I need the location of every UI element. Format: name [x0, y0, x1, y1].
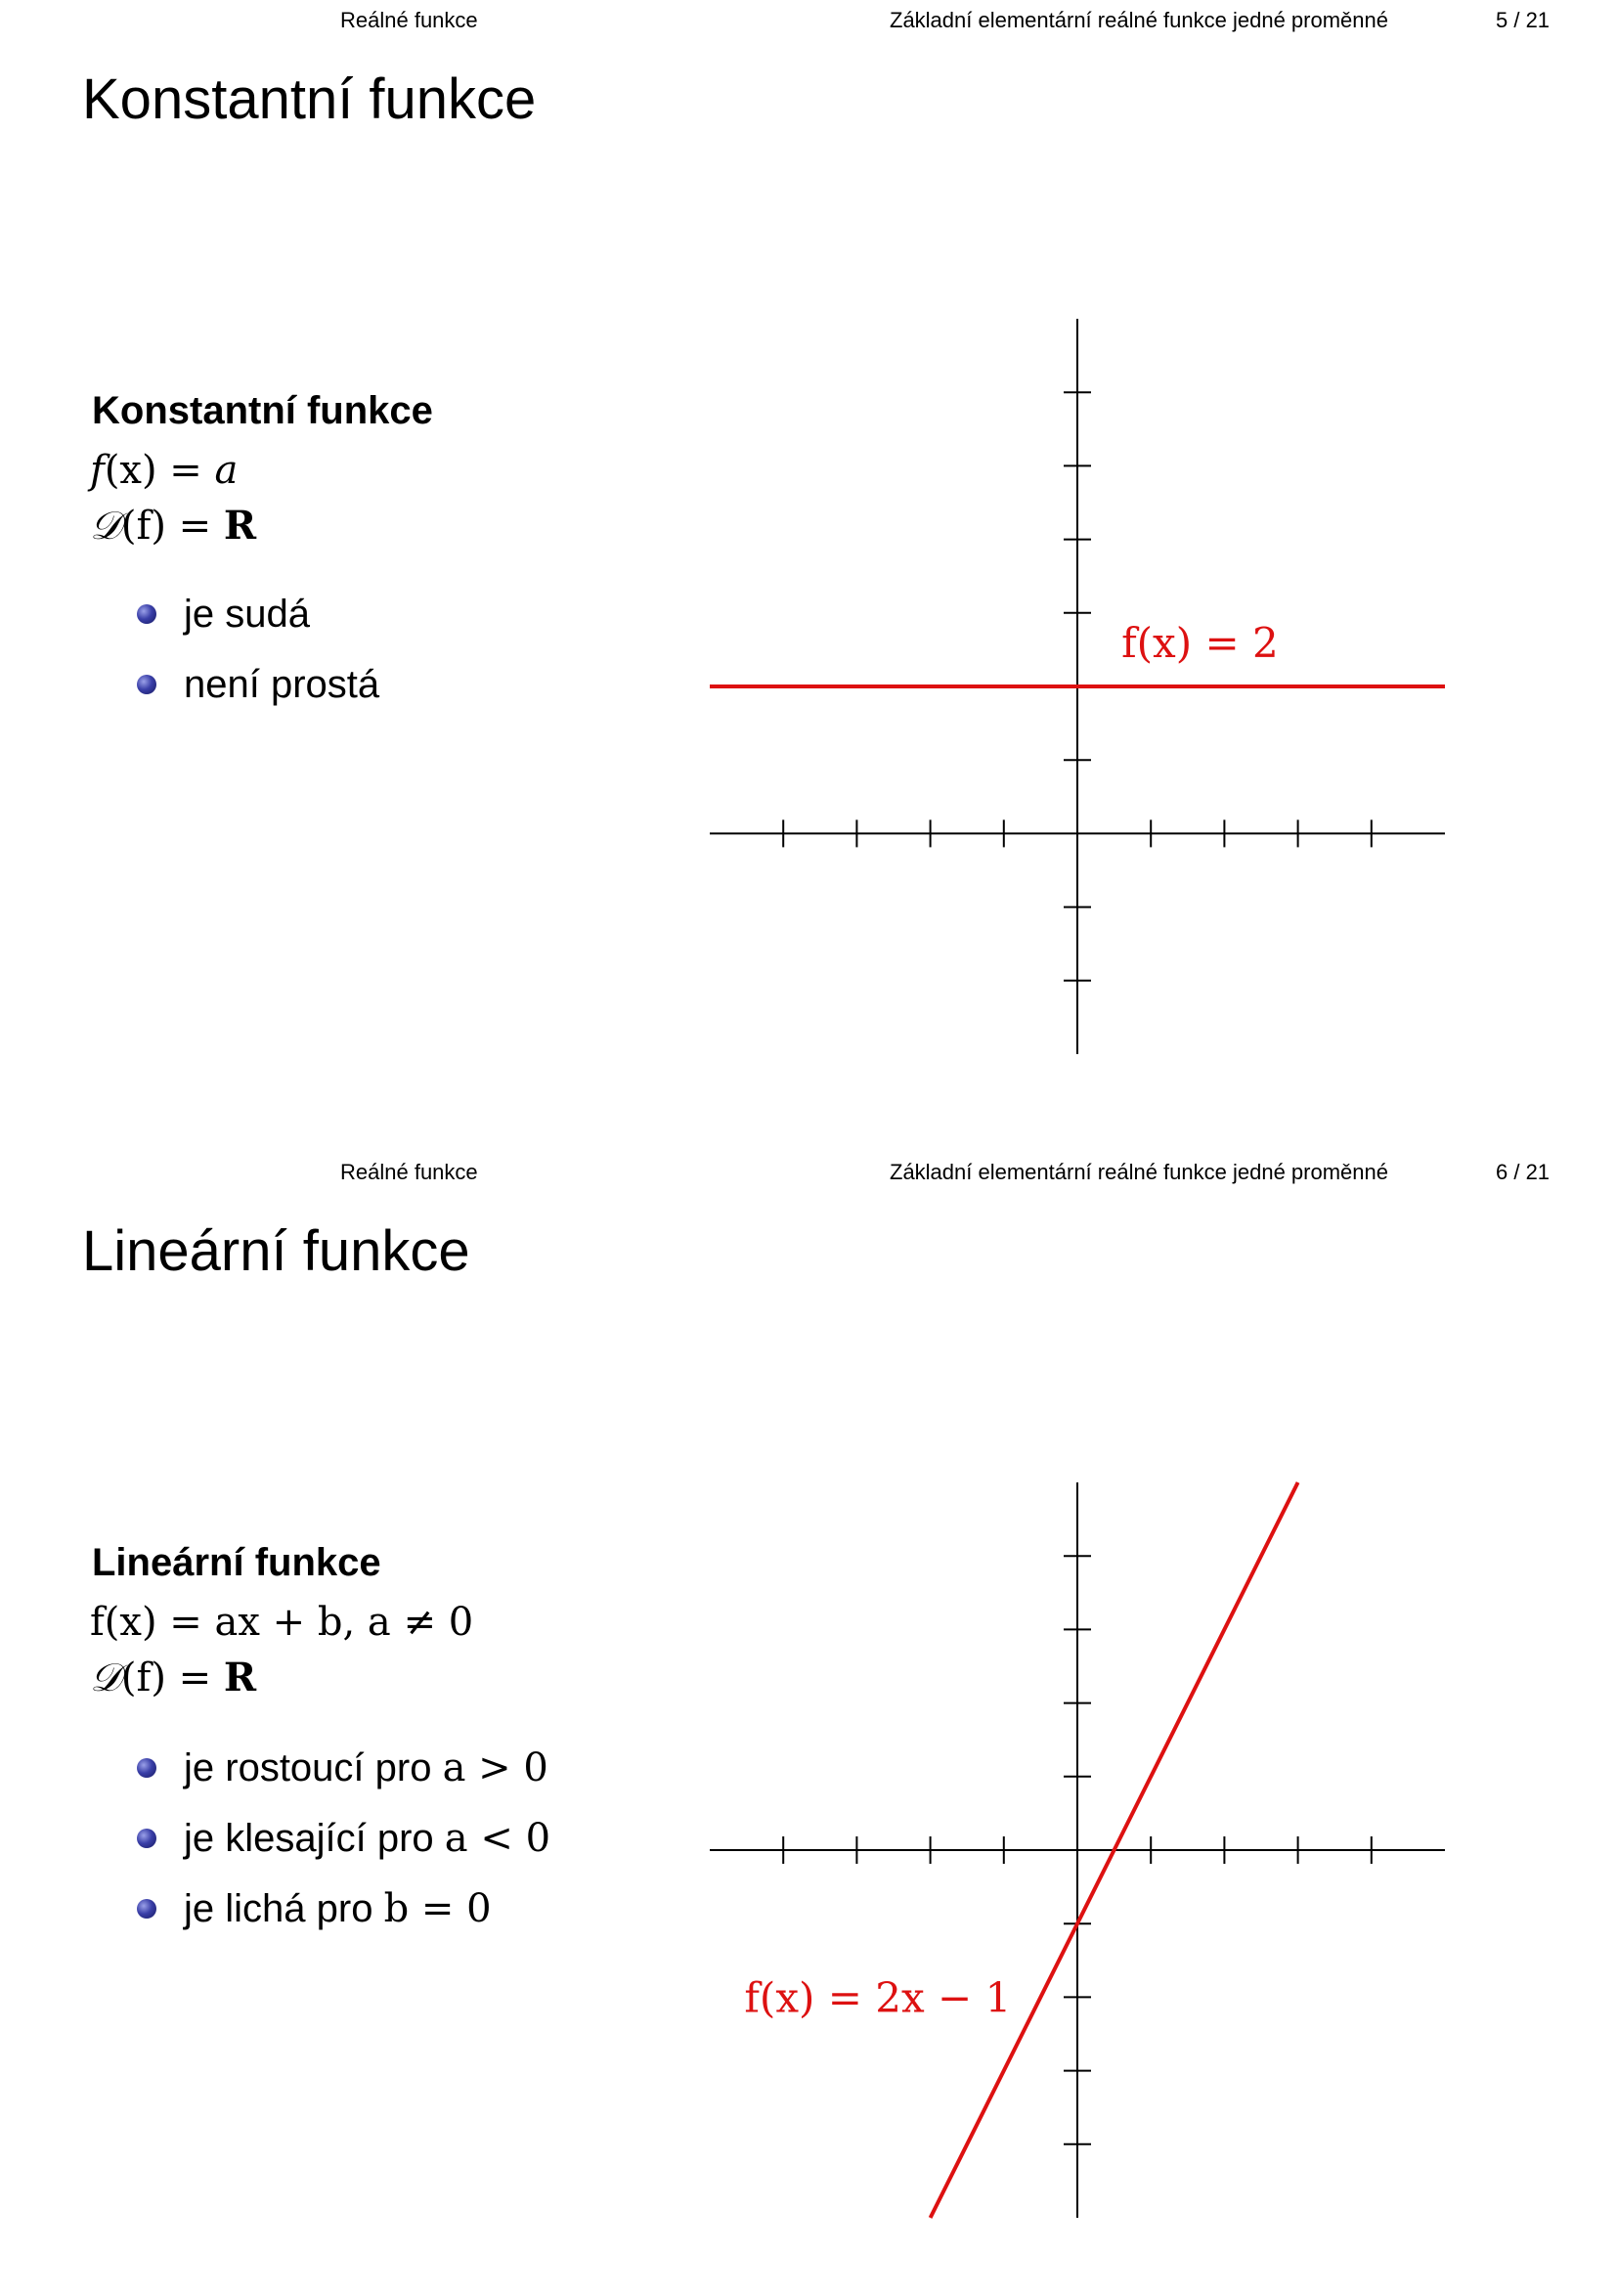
header-left[interactable]: Reálné funkce [340, 8, 478, 32]
chart-linear-function [710, 1482, 1445, 2218]
list-item [137, 579, 379, 649]
bullet-ball-icon [137, 1829, 156, 1848]
bullet-text: není prostá [184, 663, 380, 706]
bullet-text: je lichá pro [184, 1887, 384, 1930]
block-title: Lineární funkce [92, 1541, 381, 1584]
bullet-math: b = 0 [383, 1886, 492, 1931]
page-number: 5 / 21 [1496, 8, 1551, 32]
domain-symbol: 𝒟 [90, 504, 121, 549]
bullet-ball-icon [137, 1758, 156, 1778]
property-list [137, 1733, 550, 1944]
function-label: f(x) = 2 [1121, 618, 1279, 667]
slide-constant-function [0, 0, 1617, 1144]
formula-domain [90, 503, 256, 549]
header-section[interactable]: Základní elementární reálné funkce jedné proměnné [890, 1160, 1388, 1184]
domain-arg: (f) = [120, 1656, 224, 1700]
bullet-math: a < 0 [444, 1816, 551, 1861]
formula-lhs: f [90, 448, 105, 493]
function-label: f(x) = 2x − 1 [744, 1973, 1012, 2022]
block-title: Konstantní funkce [92, 389, 433, 432]
header-left[interactable]: Reálné funkce [340, 1160, 478, 1184]
domain-symbol: 𝒟 [90, 1656, 121, 1700]
property-list [137, 579, 379, 720]
header-section[interactable]: Základní elementární reálné funkce jedné proměnné [890, 8, 1388, 32]
bullet-ball-icon [137, 604, 156, 624]
list-item [137, 1803, 550, 1874]
formula-domain [90, 1655, 256, 1700]
slide-title: Lineární funkce [82, 1219, 470, 1283]
slide-title: Konstantní funkce [82, 67, 537, 131]
bullet-ball-icon [137, 675, 156, 694]
reals-symbol: R [223, 1655, 257, 1700]
formula-rhs: a [214, 448, 239, 493]
list-item [137, 649, 379, 720]
chart-constant-function [710, 319, 1445, 1054]
reals-symbol: R [223, 503, 257, 549]
bullet-text: je klesající pro [184, 1817, 445, 1860]
formula-definition: f(x) = ax + b, a ≠ 0 [90, 1600, 474, 1645]
page-number: 6 / 21 [1496, 1160, 1551, 1184]
formula-mid: (x) = [104, 448, 215, 493]
list-item [137, 1874, 550, 1944]
bullet-math: a > 0 [442, 1745, 548, 1790]
bullet-text: je sudá [184, 593, 310, 636]
slide-linear-function [0, 1152, 1617, 2296]
bullet-ball-icon [137, 1899, 156, 1919]
bullet-text: je rostoucí pro [184, 1746, 443, 1789]
domain-arg: (f) = [120, 504, 224, 549]
formula-definition [90, 448, 238, 493]
list-item [137, 1733, 550, 1803]
